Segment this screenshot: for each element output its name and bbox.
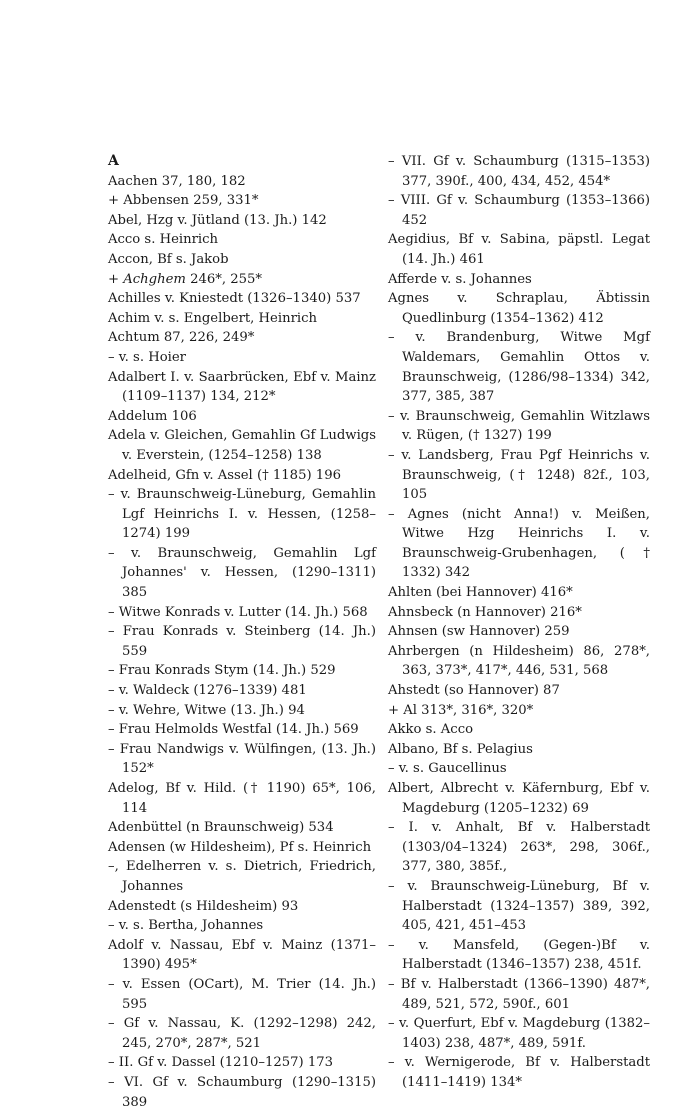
index-column-right bbox=[388, 152, 650, 1093]
index-entry: – Frau Helmolds Westfal (14. Jh.) 569 bbox=[108, 722, 359, 738]
index-entry: – v. Brandenburg, Witwe Mgf Waldemars, Gemahlin Ottos v. Braunschweig, (1286/98–1334) 342, 377, 385, 387 bbox=[388, 330, 650, 405]
index-entry: Ahnsbeck (n Hannover) 216* bbox=[388, 604, 582, 620]
index-entry: – Agnes (nicht Anna!) v. Meißen, Witwe Hzg Heinrichs I. v. Braunschweig-Grubenhagen, († 1332) 342 bbox=[388, 506, 650, 581]
index-entry: Ahlten (bei Hannover) 416* bbox=[388, 585, 573, 601]
index-entry: – v. Essen (OCart), M. Trier (14. Jh.) 595 bbox=[108, 976, 376, 1012]
index-entry: Adalbert I. v. Saarbrücken, Ebf v. Mainz (1109–1137) 134, 212* bbox=[108, 369, 376, 405]
index-entry: Addelum 106 bbox=[108, 408, 197, 424]
index-entry: – v. Braunschweig, Gemahlin Lgf Johannes' v. Hessen, (1290–1311) 385 bbox=[108, 545, 376, 601]
index-entry: – VII. Gf v. Schaumburg (1315–1353) 377, 390f., 400, 434, 452, 454* bbox=[388, 154, 650, 189]
index-entry: + Abbensen 259, 331* bbox=[108, 193, 259, 209]
index-entry: Abel, Hzg v. Jütland (13. Jh.) 142 bbox=[108, 212, 327, 228]
section-letter: A bbox=[108, 153, 119, 169]
index-entry: Albert, Albrecht v. Käfernburg, Ebf v. Magdeburg (1205–1232) 69 bbox=[388, 781, 650, 816]
index-entry: Albano, Bf s. Pelagius bbox=[388, 741, 533, 757]
index-entry: Ahnsen (sw Hannover) 259 bbox=[388, 624, 570, 640]
index-entry: – v. Wernigerode, Bf v. Halberstadt (1411–1419) 134* bbox=[388, 1055, 650, 1090]
index-entry: Acco s. Heinrich bbox=[108, 232, 218, 248]
index-entry: – Frau Nandwigs v. Wülfingen, (13. Jh.) 152* bbox=[108, 741, 376, 777]
index-entry: – v. Waldeck (1276–1339) 481 bbox=[108, 683, 307, 699]
index-entry: Ahrbergen (n Hildesheim) 86, 278*, 363, 373*, 417*, 446, 531, 568 bbox=[388, 643, 650, 679]
index-entry: – v. s. Bertha, Johannes bbox=[108, 918, 264, 934]
index-entry: – II. Gf v. Dassel (1210–1257) 173 bbox=[108, 1055, 334, 1071]
index-entry: – Witwe Konrads v. Lutter (14. Jh.) 568 bbox=[108, 604, 368, 620]
index-entry: + Achghem 246*, 255* bbox=[108, 271, 263, 287]
index-entry: Adensen (w Hildesheim), Pf s. Heinrich bbox=[108, 839, 372, 855]
index-entry: Agnes v. Schraplau, Äbtissin Quedlinburg (1354–1362) 412 bbox=[388, 291, 650, 326]
index-entry: Achtum 87, 226, 249* bbox=[108, 330, 255, 346]
index-entry: Ahstedt (so Hannover) 87 bbox=[388, 683, 560, 699]
index-entry: + Al 313*, 316*, 320* bbox=[388, 702, 534, 718]
index-entry: Afferde v. s. Johannes bbox=[388, 271, 532, 287]
index-entry: Achim v. s. Engelbert, Heinrich bbox=[108, 310, 317, 326]
index-entry: – Bf v. Halberstadt (1366–1390) 487*, 489, 521, 572, 590f., 601 bbox=[388, 976, 650, 1012]
index-entry: Achilles v. Kniestedt (1326–1340) 537 bbox=[108, 291, 361, 307]
index-entry: – VI. Gf v. Schaumburg (1290–1315) 389 bbox=[108, 1074, 376, 1110]
index-entry: – v. s. Hoier bbox=[108, 349, 186, 365]
index-entry: – v. Braunschweig, Gemahlin Witzlaws v. Rügen, († 1327) 199 bbox=[388, 408, 650, 444]
index-entry: Adenstedt (s Hildesheim) 93 bbox=[108, 898, 299, 914]
index-entry: Aegidius, Bf v. Sabina, päpstl. Legat (14. Jh.) 461 bbox=[388, 232, 650, 267]
index-entry: – Frau Konrads v. Steinberg (14. Jh.) 559 bbox=[108, 624, 376, 659]
index-entry: Adolf v. Nassau, Ebf v. Mainz (1371–1390) 495* bbox=[108, 937, 376, 973]
index-entry: Akko s. Acco bbox=[388, 722, 474, 738]
index-entry: – v. Wehre, Witwe (13. Jh.) 94 bbox=[108, 702, 305, 718]
index-entry: – v. Mansfeld, (Gegen-)Bf v. Halberstadt (1346–1357) 238, 451f. bbox=[388, 937, 650, 973]
index-entry: Adenbüttel (n Braunschweig) 534 bbox=[108, 820, 334, 836]
index-entry: – v. Querfurt, Ebf v. Magdeburg (1382–1403) 238, 487*, 489, 591f. bbox=[388, 1016, 650, 1051]
index-entry: Adelog, Bf v. Hild. († 1190) 65*, 106, 114 bbox=[108, 781, 376, 816]
index-entry: – v. s. Gaucellinus bbox=[388, 761, 507, 777]
index-entry: – VIII. Gf v. Schaumburg (1353–1366) 452 bbox=[388, 193, 650, 228]
index-entry: Accon, Bf s. Jakob bbox=[108, 251, 229, 267]
index-entry: – Frau Konrads Stym (14. Jh.) 529 bbox=[108, 663, 336, 679]
index-column-left bbox=[108, 152, 376, 1112]
index-entry: Adelheid, Gfn v. Assel († 1185) 196 bbox=[108, 467, 341, 483]
index-entry: – Gf v. Nassau, K. (1292–1298) 242, 245, 270*, 287*, 521 bbox=[108, 1016, 376, 1051]
index-entry: –, Edelherren v. s. Dietrich, Friedrich, Johannes bbox=[108, 859, 376, 894]
index-entry: – v. Braunschweig-Lüneburg, Gemahlin Lgf Heinrichs I. v. Hessen, (1258–1274) 199 bbox=[108, 487, 376, 542]
index-entry: – v. Braunschweig-Lüneburg, Bf v. Halberstadt (1324–1357) 389, 392, 405, 421, 451–453 bbox=[388, 878, 650, 934]
index-entry: Aachen 37, 180, 182 bbox=[108, 173, 246, 189]
index-entry: Adela v. Gleichen, Gemahlin Gf Ludwigs v. Everstein, (1254–1258) 138 bbox=[108, 428, 376, 463]
index-entry: – v. Landsberg, Frau Pgf Heinrichs v. Braunschweig, († 1248) 82f., 103, 105 bbox=[388, 447, 650, 503]
index-entry: – I. v. Anhalt, Bf v. Halberstadt (1303/04–1324) 263*, 298, 306f., 377, 380, 385f., bbox=[388, 820, 650, 875]
